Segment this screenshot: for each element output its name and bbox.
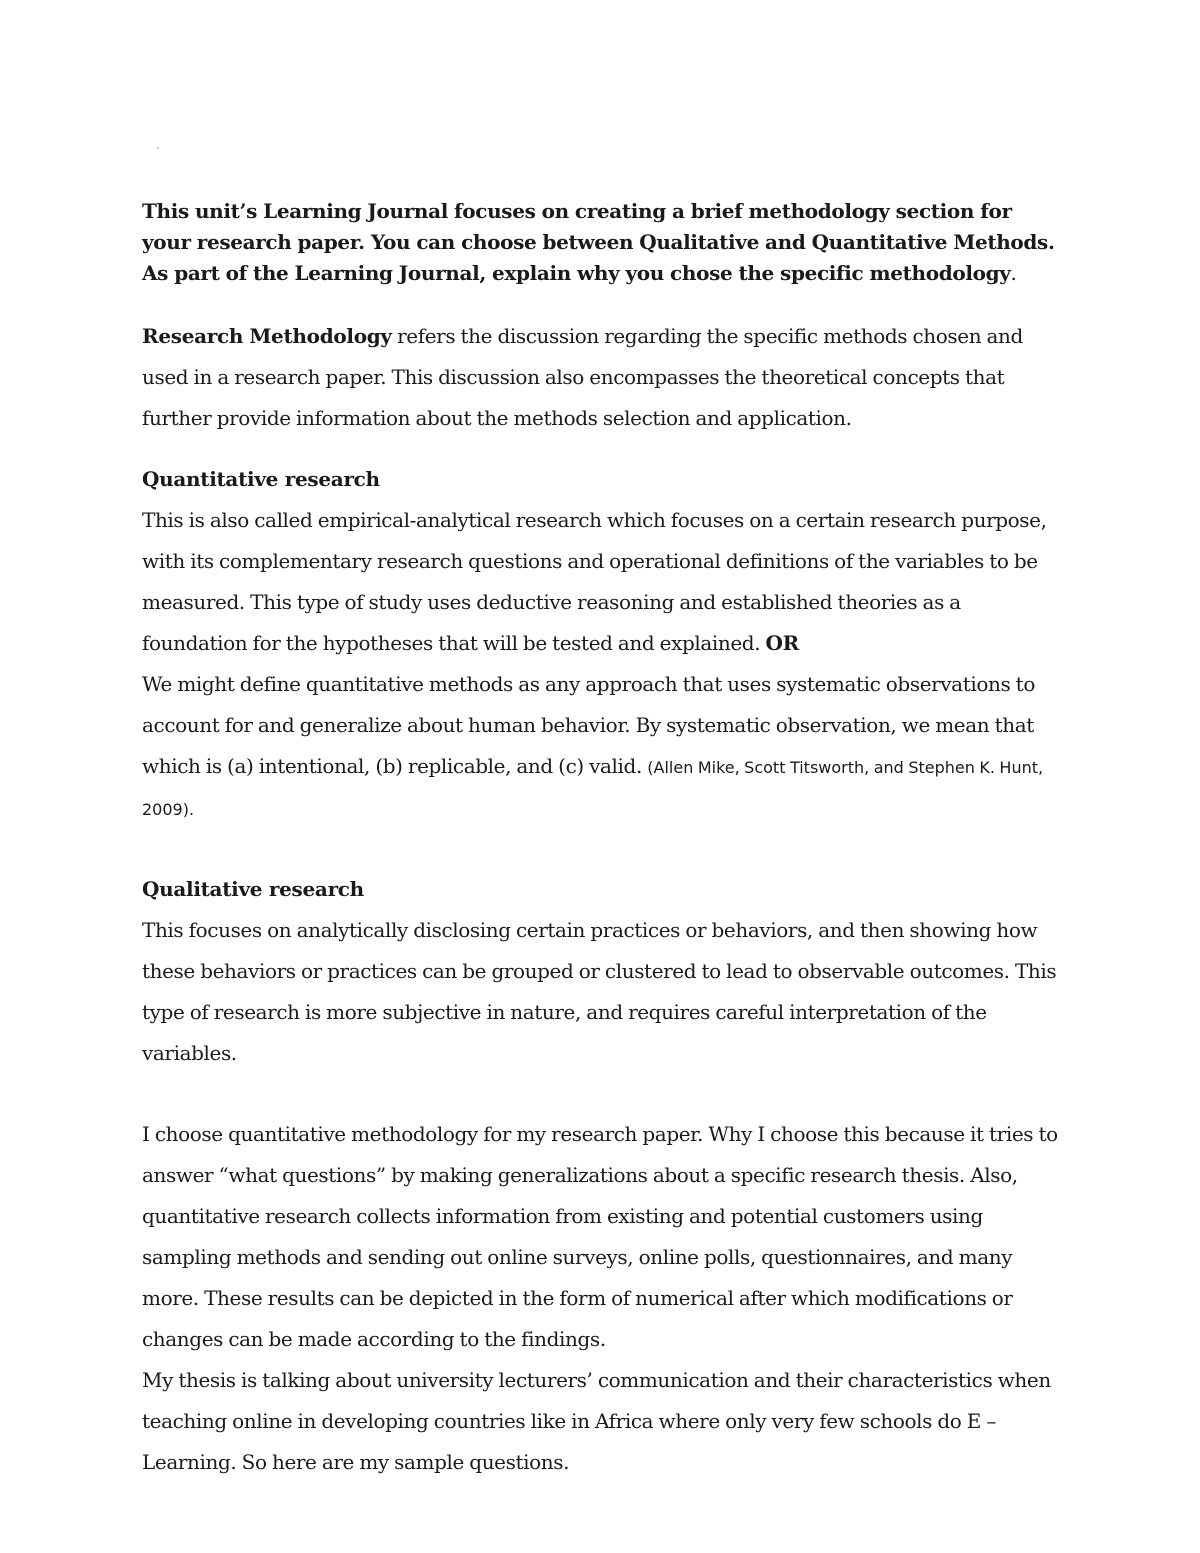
- methodology-text: refers the discussion regarding the specific methods chosen and used in a research paper. This discussion also encompasses the theoretical concepts that further provide information about the methods selection and application.: [142, 324, 1023, 430]
- qualitative-heading: Qualitative research: [142, 877, 364, 901]
- quantitative-paragraph-1: [142, 500, 1062, 664]
- or-label: OR: [765, 631, 799, 655]
- spacer: [142, 1074, 1062, 1114]
- spacer: [142, 830, 1062, 869]
- choice-paragraph-1: I choose quantitative methodology for my research paper. Why I choose this because it tries to answer “what questions” by making generalizations about a specific research thesis. Also, quantitative research collects information from existing and potential customers using sampling methods and sending out online surveys, online polls, questionnaires, and many more. These results can be depicted in the form of numerical after which modifications or changes can be made according to the findings.: [142, 1122, 1058, 1351]
- choice-paragraph-2: My thesis is talking about university lecturers’ communication and their characteristics when teaching online in developing countries like in Africa where only very few schools do E – Learning. So here are my sample questions.: [142, 1368, 1051, 1474]
- intro-period: .: [1010, 261, 1017, 285]
- citation: (Allen Mike, Scott Titsworth, and Stephen K. Hunt, 2009).: [142, 758, 1044, 819]
- quantitative-text-1: This is also called empirical-analytical research which focuses on a certain research purpose, with its complementary research questions and operational definitions of the variables to be measured. This type of study uses deductive reasoning and established theories as a foundation for the hypotheses that will be tested and explained.: [142, 508, 1047, 655]
- document-page: [142, 196, 1062, 1483]
- intro-paragraph: [142, 196, 1062, 289]
- quantitative-heading: Quantitative research: [142, 467, 380, 491]
- spacer: [142, 439, 1062, 459]
- quantitative-text-2: We might define quantitative methods as any approach that uses systematic observations to account for and generalize about human behavior. By systematic observation, we mean that which is (a) intentional, (b) replicable, and (c) valid.: [142, 672, 1035, 778]
- methodology-term: Research Methodology: [142, 324, 392, 348]
- quantitative-paragraph-2: [142, 664, 1062, 830]
- methodology-paragraph: [142, 316, 1062, 439]
- page-mark: [157, 147, 159, 149]
- qualitative-paragraph: This focuses on analytically disclosing certain practices or behaviors, and then showing how these behaviors or practices can be grouped or clustered to lead to observable outcomes. This type of research is more subjective in nature, and requires careful interpretation of the variables.: [142, 918, 1057, 1065]
- intro-text: This unit’s Learning Journal focuses on creating a brief methodology section for your research paper. You can choose between Qualitative and Quantitative Methods. As part of the Learning Journal, explain why you chose the specific methodology: [142, 199, 1055, 285]
